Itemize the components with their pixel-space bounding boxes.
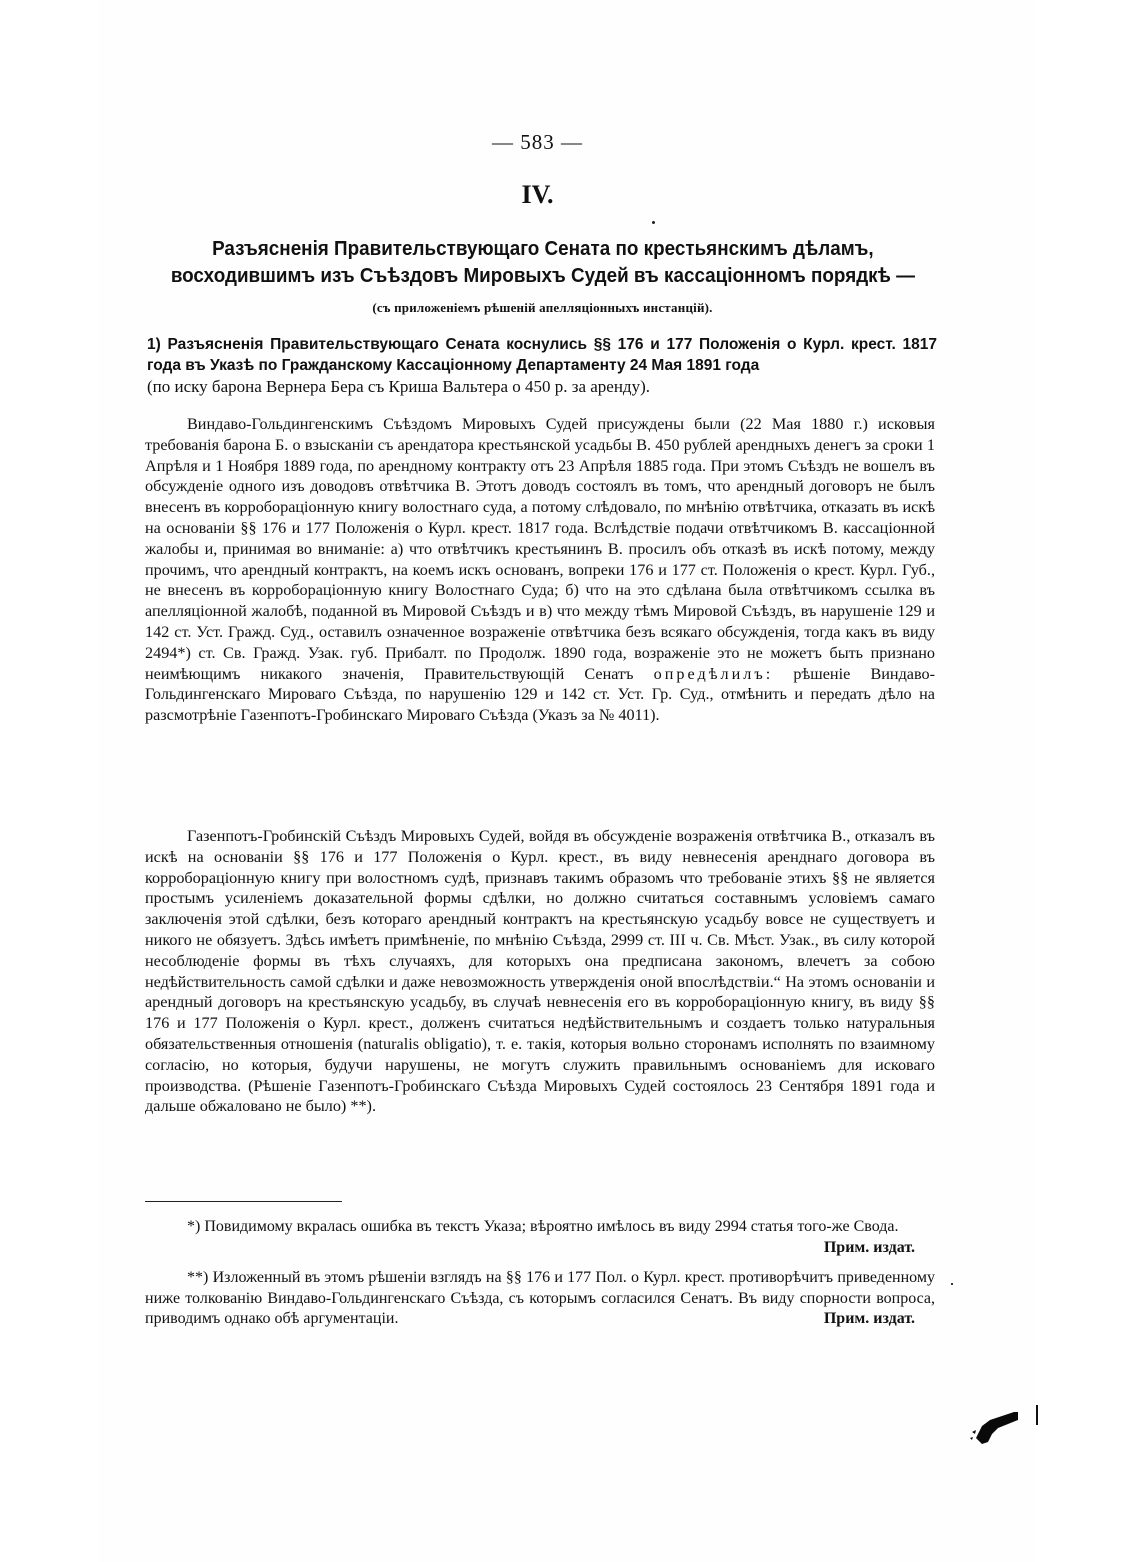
footnote-2 [145, 1268, 935, 1330]
page-number: — 583 — [492, 130, 583, 154]
section-numeral: IV. [521, 180, 554, 209]
library-stamp-icon [968, 1398, 1028, 1448]
case-heading-text: 1) Разъясненія Правительствующаго Сената коснулись §§ 176 и 177 Положенія о Курл. крест. 1817 года въ Указѣ по Гражданскому Кассаціонному Департаменту 24 Мая 1891 года [147, 336, 937, 374]
main-heading: Разъясненія Правительствующаго Сената по крестьянскимъ дѣламъ, восходившимъ изъ Съѣздовъ Мировыхъ Судей въ кассаціонномъ порядкѣ — [170, 237, 915, 287]
ink-speck [652, 221, 655, 224]
footnote-1-signature: Прим. издат. [823, 1238, 915, 1256]
edge-mark [1036, 1405, 1038, 1425]
body-paragraph-2: Газенпотъ-Гробинскій Съѣздъ Мировыхъ Судей, войдя въ обсужденіе возраженія отвѣтчика В., отказалъ въ искѣ на основаніи §§ 176 и 177 Положенія о Курл. крест., въ виду невнесенія аренднаго договора въ корроборaціонную книгу при волостномъ судѣ, признавъ такимъ образомъ что требованіе этихъ §§ не является простымъ усиленіемъ доказательной формы сдѣлки, но должно считаться составнымъ условіемъ самаго заключенія этой сдѣлки, безъ котораго арендный контрактъ на крестьянскую усадьбу вовсе не существуетъ и никого не обязуетъ. Здѣсь имѣетъ примѣненіе, по мнѣнію Съѣзда, 2999 ст. III ч. Св. Мѣст. Узак., въ силу которой несоблюденіе формы въ тѣхъ случаяхъ, для которыхъ она предписана закономъ, влечетъ за собою недѣйствительность самой сдѣлки и даже невозможность утвержденія оной впослѣдствіи.“ На этомъ основаніи и арендный договоръ на крестьянскую усадьбу, въ случаѣ невнесенія его въ корроборaціонную книгу, въ виду §§ 176 и 177 Положенія о Курл. крест., долженъ считаться недѣйствительнымъ и создаетъ только натуральныя обязательственныя отношенія (naturalis obligatio), т. е. такія, которыя вольно сторонамъ исполнять по взаимному согласію, но которыя, будучи нарушены, не могутъ служить правильнымъ основаніемъ для исковаго производства. (Рѣшеніе Газенпотъ-Гробинскаго Съѣзда Мировыхъ Судей состоялось 23 Сентября 1891 года и дальше обжаловано не было) **). [145, 827, 935, 1116]
footnote-1 [145, 1217, 935, 1258]
footnote-1-text: *) Повидимому вкралась ошибка въ текстъ Указа; вѣроятно имѣлось въ виду 2994 статья того-же Свода. [187, 1218, 899, 1235]
footnote-2-text: **) Изложенный въ этомъ рѣшеніи взглядъ на §§ 176 и 177 Пол. о Курл. крест. противорѣчитъ приведенному ниже толкованію Виндаво-Гольдингенскаго Съѣзда, съ которымъ согласился Сенатъ. Въ виду спорности вопроса, приводимъ однако обѣ аргументаціи. [145, 1269, 935, 1327]
ink-dot [951, 1283, 953, 1285]
para1-part-a: Виндаво-Гольдингенскимъ Съѣздомъ Мировыхъ Судей присуждены были (22 Мая 1880 г.) исковыя требованія барона Б. о взысканіи съ арендатора крестьянской усадьбы В. 450 рублей арендныхъ денегъ за сроки 1 Апрѣля и 1 Ноября 1889 года, по арендному контракту отъ 23 Апрѣля 1885 года. При этомъ Съѣздъ не вошелъ въ обсужденіе одного изъ доводовъ отвѣтчика В. Этотъ доводъ состоялъ въ томъ, что арендный договоръ не былъ внесенъ въ корроборaціонную книгу волостнаго суда, а потому слѣдовало, по мнѣнію отвѣтчика, отказать въ искѣ на основаніи §§ 176 и 177 Положенія о Курл. крест. 1817 года. Вслѣдствіе подачи отвѣтчикомъ В. кассаціонной жалобы и, принимая во вниманіе: а) что отвѣтчикъ крестьянинъ В. просилъ объ отказѣ въ искѣ потому, между прочимъ, что арендный контрактъ, на коемъ искъ основанъ, вопреки 176 и 177 ст. Положенія о крест. Курл. Губ., не внесенъ въ корроборaціонную книгу Волостнаго Суда; б) что на это сдѣлана была отвѣтчикомъ ссылка въ апелляціонной жалобѣ, поданной въ Мировой Съѣздъ и в) что между тѣмъ Мировой Съѣздъ, въ нарушеніе 129 и 142 ст. Уст. Гражд. Суд., оставилъ означенное возраженіе отвѣтчика безъ всякаго обсужденія, тогда какъ въ виду 2494*) ст. Св. Гражд. Узак. губ. Прибалт. по Продолж. 1890 года, возраженіе это не можетъ быть признано неимѣющимъ никакого значенія, Правительствующій Сенатъ [145, 415, 935, 683]
case-heading [147, 334, 937, 397]
para1-ruling: опредѣлилъ: [653, 664, 774, 683]
subheading: (съ приложеніемъ рѣшеній апелляціонныхъ инстанцій). [372, 300, 713, 315]
body-paragraph-1 [145, 414, 935, 726]
footnote-divider [145, 1201, 342, 1202]
para1-part-b: рѣшеніе Виндаво-Гольдингенскаго Мироваго Съѣзда, по нарушенію 129 и 142 ст. Уст. Гр. Суд., отмѣнить и передать дѣло на разсмотрѣніе Газенпотъ-Гробинскаго Мироваго Съѣзда (Указъ за № 4011). [145, 664, 936, 725]
case-heading-parties: (по иску барона Вернера Бера съ Криша Вальтера о 450 р. за аренду). [147, 377, 650, 396]
footnote-2-signature: Прим. издат. [823, 1310, 915, 1327]
